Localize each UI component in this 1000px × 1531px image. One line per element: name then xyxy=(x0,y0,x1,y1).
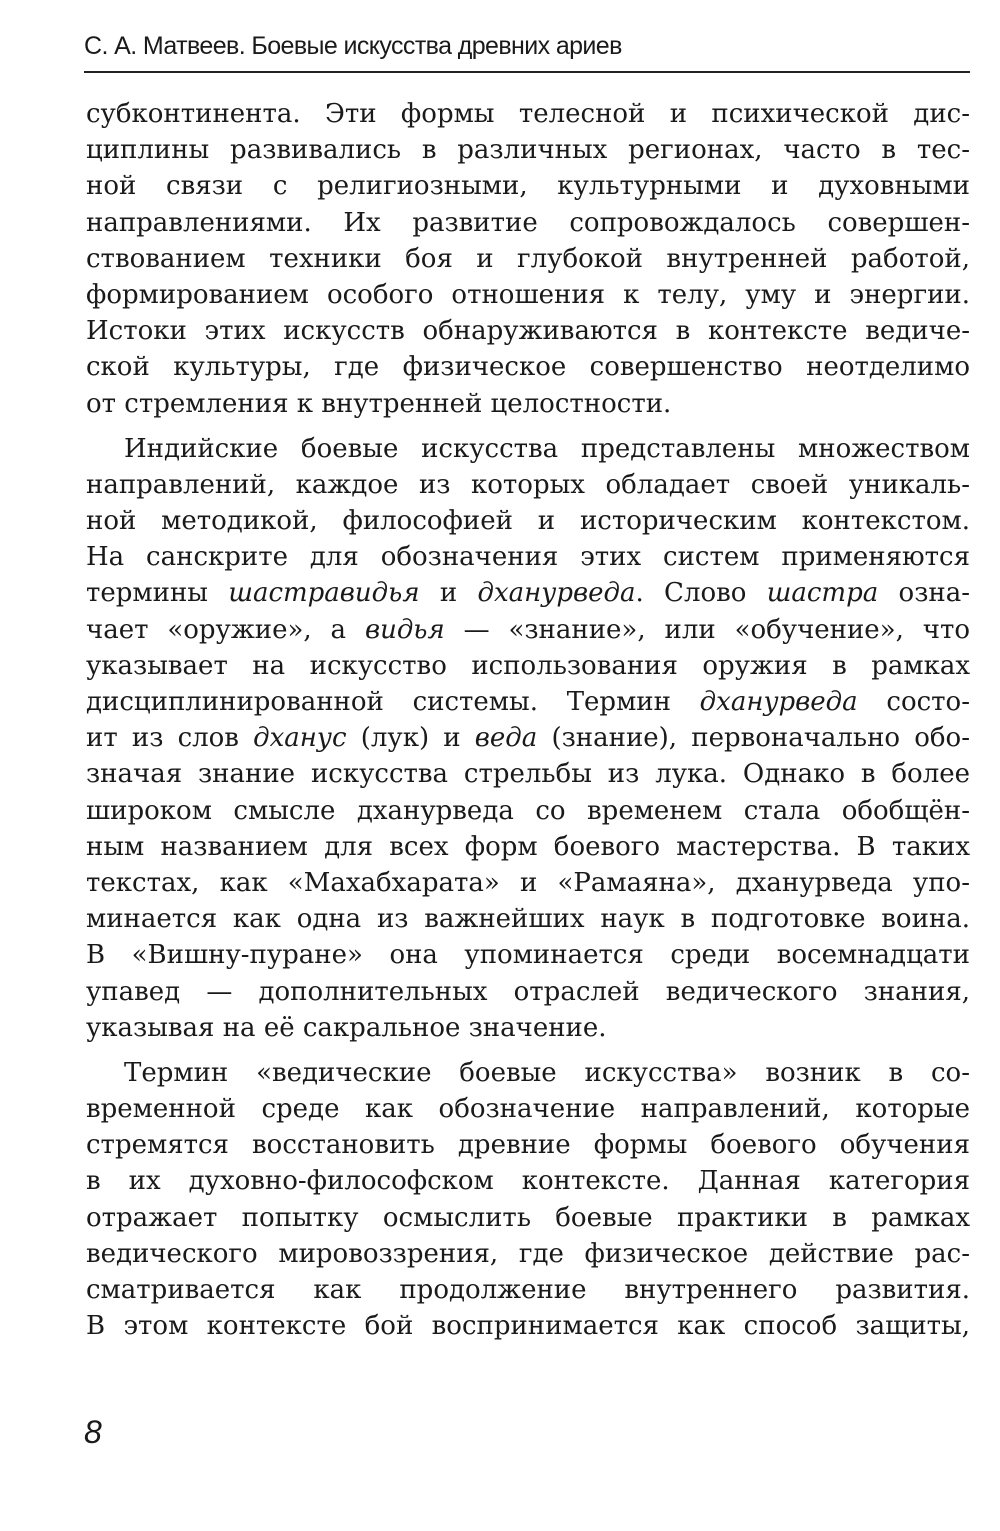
text-line: от стремления к внутренней целостности. xyxy=(86,388,672,419)
text-line: минается как одна из важнейших наук в подготовке воина. xyxy=(86,904,970,935)
text-line: В «Вишну-пуране» она упоминается среди восемнадцати xyxy=(86,940,970,971)
text-line: ит из слов дханус (лук) и веда (знание), первоначально обо- xyxy=(86,723,970,754)
text-line: направлениями. Их развитие сопровождалось совершен- xyxy=(86,207,970,238)
paragraph-1 xyxy=(86,96,970,422)
text-line: Истоки этих искусств обнаруживаются в контексте ведиче- xyxy=(86,316,970,347)
text-line: сматривается как продолжение внутреннего развития. xyxy=(86,1275,970,1305)
text-line: ной связи с религиозными, культурными и духовными xyxy=(86,171,970,202)
text-line: в их духовно-философском контексте. Данная категория xyxy=(86,1166,970,1197)
running-head: С. А. Матвеев. Боевые искусства древних ариев xyxy=(84,32,622,60)
text-line: стремятся восстановить древние формы боевого обучения xyxy=(86,1130,970,1161)
text-line: ской культуры, где физическое совершенство неотделимо xyxy=(86,352,970,383)
text-line: значая знание искусства стрельбы из лука. Однако в более xyxy=(86,759,970,790)
text-line: широком смысле дханурведа со временем стала обобщён- xyxy=(86,795,970,826)
text-line: субконтинента. Эти формы телесной и психической дис- xyxy=(86,99,970,129)
text-line: циплины развивались в различных регионах, часто в тес- xyxy=(86,135,970,166)
text-line: термины шастравидья и дханурведа. Слово шастра озна- xyxy=(86,578,970,609)
text-line: временной среде как обозначение направлений, которые xyxy=(86,1094,970,1125)
body-text xyxy=(86,96,970,1344)
text-line: В этом контексте бой воспринимается как способ защиты, xyxy=(86,1311,970,1342)
text-line: ствованием техники боя и глубокой внутренней работой, xyxy=(86,243,970,274)
paragraph-2 xyxy=(86,431,970,1046)
paragraph-3 xyxy=(86,1055,970,1345)
text-line: дисциплинированной системы. Термин дханурведа состо- xyxy=(86,687,970,717)
header-divider xyxy=(84,71,970,73)
text-line: текстах, как «Махабхарата» и «Рамаяна», дханурведа упо- xyxy=(86,867,970,898)
page-number: 8 xyxy=(84,1414,102,1450)
text-line: указывает на искусство использования оружия в рамках xyxy=(86,650,970,681)
text-line: упавед — дополнительных отраслей ведического знания, xyxy=(86,976,970,1007)
text-line: направлений, каждое из которых обладает своей уникаль- xyxy=(86,469,970,500)
text-line: Индийские боевые искусства представлены множеством xyxy=(124,433,970,464)
text-line: Термин «ведические боевые искусства» возник в со- xyxy=(124,1057,970,1088)
text-line: отражает попытку осмыслить боевые практики в рамках xyxy=(86,1202,970,1233)
text-line: На санскрите для обозначения этих систем применяются xyxy=(86,542,970,573)
text-line: формированием особого отношения к телу, уму и энергии. xyxy=(86,279,970,310)
text-line: ной методикой, философией и историческим контекстом. xyxy=(86,506,970,537)
text-line: чает «оружие», а видья — «знание», или «обучение», что xyxy=(86,614,970,645)
text-line: ведического мировоззрения, где физическое действие рас- xyxy=(86,1238,970,1269)
text-line: ным названием для всех форм боевого мастерства. В таких xyxy=(86,831,970,862)
text-line: указывая на её сакральное значение. xyxy=(86,1012,607,1043)
